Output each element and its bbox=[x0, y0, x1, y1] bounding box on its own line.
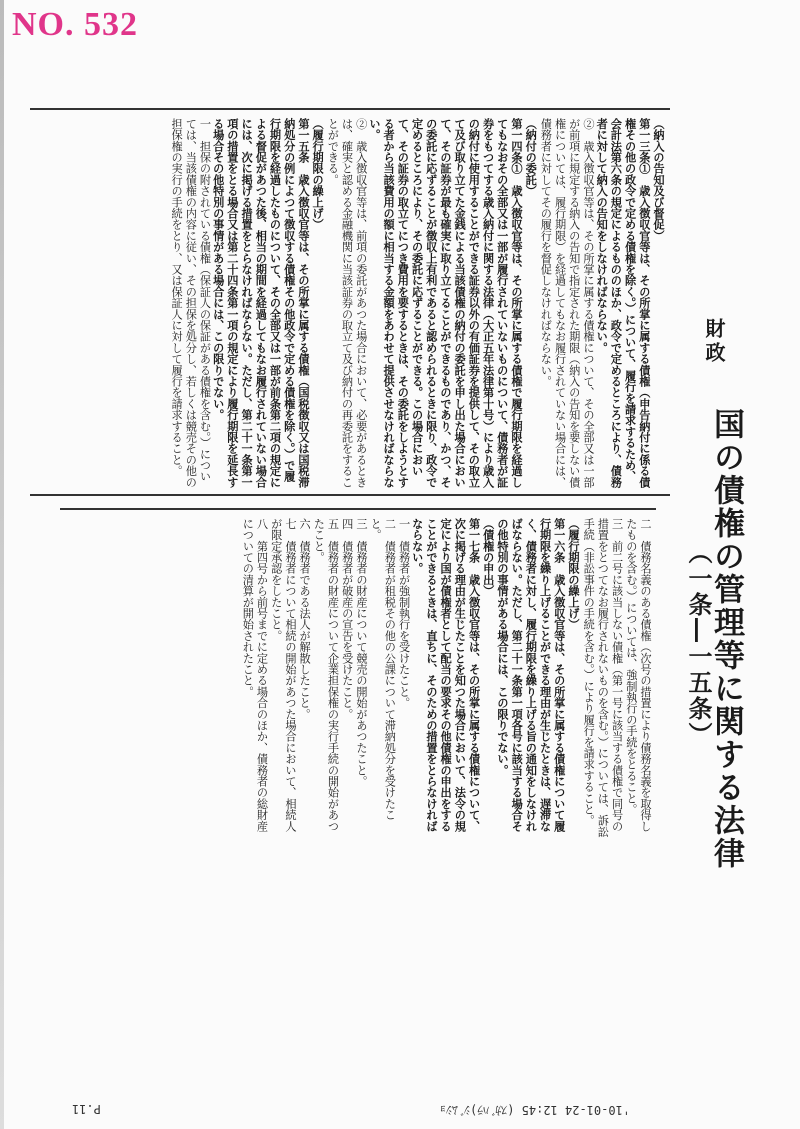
caption-claim-filing: （債権の申出） bbox=[481, 518, 496, 597]
document-number-stamp: NO. 532 bbox=[12, 6, 138, 43]
article-17-item-5: 五 債務者の財産について企業担保権の実行手続の開始があつたこと。 bbox=[312, 518, 340, 832]
article-14: 第一四条① 歳入徴収官等は、その所掌に属する債権で履行期限を経過してもなおその全部又は一部が履行されていないものについて、債務者が証券をもつてする歳入納付に関する法律（大正五年法律第十号）により歳入の納付に使用することができる証券以外の有価証券を提供して、その取立て及び取り立てた金銭による当該債権の納付の委託を申し出た場合において、その証券が最も確実に取り立てることができるものであり、かつ、その委託に応ずることが徴収上有利であると認められるときに限り、政令で定めるところにより、その委託に応ずることができる。この場合において、その証券の取立てにつき費用を要するときは、その委託をしようとする者から当該費用の額に相当する金額をあわせて提供させなければならない。 bbox=[367, 118, 524, 488]
caption-deadline-advance-2: （履行期限の繰上げ） bbox=[566, 518, 581, 630]
article-17-item-1: 一 債務者が強制執行を受けたこと。 bbox=[397, 518, 411, 709]
article-17-item-2: 二 債務者が租税その他の公課について滞納処分を受けたこと。 bbox=[369, 518, 397, 821]
scan-edge-shadow bbox=[0, 0, 4, 1129]
statute-text-block-lower bbox=[60, 508, 656, 846]
caption-deadline-advance: （履行期限の繰上げ） bbox=[311, 118, 326, 230]
article-14-paragraph-2: ② 歳入徴収官等は、前項の委託があつた場合において、必要があるときは、確実と認める金融機関に当該証券の取立て及び納付の再委託をすることができる。 bbox=[326, 118, 368, 488]
statute-text-block-upper bbox=[30, 108, 670, 496]
article-16: 第一六条 歳入徴収官等は、その所掌に属する債権について履行期限を繰り上げることができる理由が生じたときは、遅滞なく、債務者に対し、履行期限を繰り上げる旨の通知をしなければならない。ただし、第二十一条第一項各号に該当する場合その他特別の事情がある場合には、この限りでない。 bbox=[495, 518, 567, 832]
law-title bbox=[684, 408, 744, 870]
article-17-item-8: 八 第四号から前号までに定める場合のほか、債務者の総財産についての清算が開始されたこと。 bbox=[241, 518, 269, 832]
caption-payment-entrustment: （納付の委託） bbox=[524, 118, 539, 197]
article-13: 第一三条① 歳入徴収官等は、その所掌に属する債権（申告納付に係る債権その他の政令で定める債権を除く。）について、履行を請求するため、会計法第六条の規定によるもののほか、政令で定めるところにより、債務者に対して納入の告知をしなければならない。 bbox=[595, 118, 652, 488]
fax-header-line: '10-01-24 12:45 (ｽｶﾞﾊﾗ)ｼﾞﾑｼｮ bbox=[440, 1103, 631, 1117]
article-17: 第一七条 歳入徴収官等は、その所掌に属する債権について、次に掲げる理由が生じたことを知つた場合において、法令の規定により国が債権者として配当の要求その他債権の申出をすることができるときは、直ちに、そのための措置をとらなければならない。 bbox=[410, 518, 482, 832]
article-17-item-6: 六 債務者である法人が解散したこと。 bbox=[298, 518, 312, 720]
article-13-paragraph-2: ② 歳入徴収官等は、その所掌に属する債権について、その全部又は一部が前項に規定する納入の告知で指定された期限（納入の告知を要しない債権については、履行期限）を経過してもなお履行されていない場合には、債務者に対してその履行を督促しなければならない。 bbox=[539, 118, 595, 488]
article-15-item-1: 一 担保の附されている債権（保証人の保証がある債権を含む。）については、当該債権の内容に従い、その担保を処分し、若しくは競売その他の担保権の実行の手続をとり、又は保証人に対して履行を請求すること。 bbox=[170, 118, 212, 488]
law-title-text: 国の債権の管理等に関する法律 bbox=[708, 408, 744, 870]
article-range: （一条―一五条） bbox=[684, 540, 713, 748]
article-15: 第一五条 歳入徴収官等は、その所掌に属する債権（国税徴収又は国税滞納処分の例によつて徴収する債権その他政令で定める債権を除く。）で履行期限を経過したものについて、その全部又は一部が前条第二項の規定による督促があつた後、相当の期間を経過してもなお履行されていない場合には、次に掲げる措置をとらなければならない。ただし、第二十一条第一項の措置をとる場合又は第二十四条第一項の規定により履行期限を延長する場合その他特別の事情がある場合には、この限りでない。 bbox=[211, 118, 311, 488]
fax-page-number: P.11 bbox=[72, 1102, 101, 1116]
article-17-item-7: 七 債務者について相続の開始があつた場合において、相続人が限定承認をしたこと。 bbox=[269, 518, 297, 832]
article-15-item-2: 二 債務名義のある債権（次号の措置により債務名義を取得したものを含む。）については、強制執行の手続をとること。 bbox=[624, 518, 652, 832]
article-17-item-4: 四 債務者が破産の宣告を受けたこと。 bbox=[340, 518, 354, 720]
article-17-item-3: 三 債務者の財産について競売の開始があつたこと。 bbox=[354, 518, 368, 787]
caption-payment-notice: （納入の告知及び督促） bbox=[652, 118, 666, 242]
article-15-item-3: 三 前二号に該当しない債権（第一号に該当する債権で同号の措置をとつてなお履行されないものを含む。）については、訴訟手続（非訟事件の手続を含む。）により履行を請求すること。 bbox=[582, 518, 624, 838]
category-heading: 財政 bbox=[702, 318, 726, 366]
